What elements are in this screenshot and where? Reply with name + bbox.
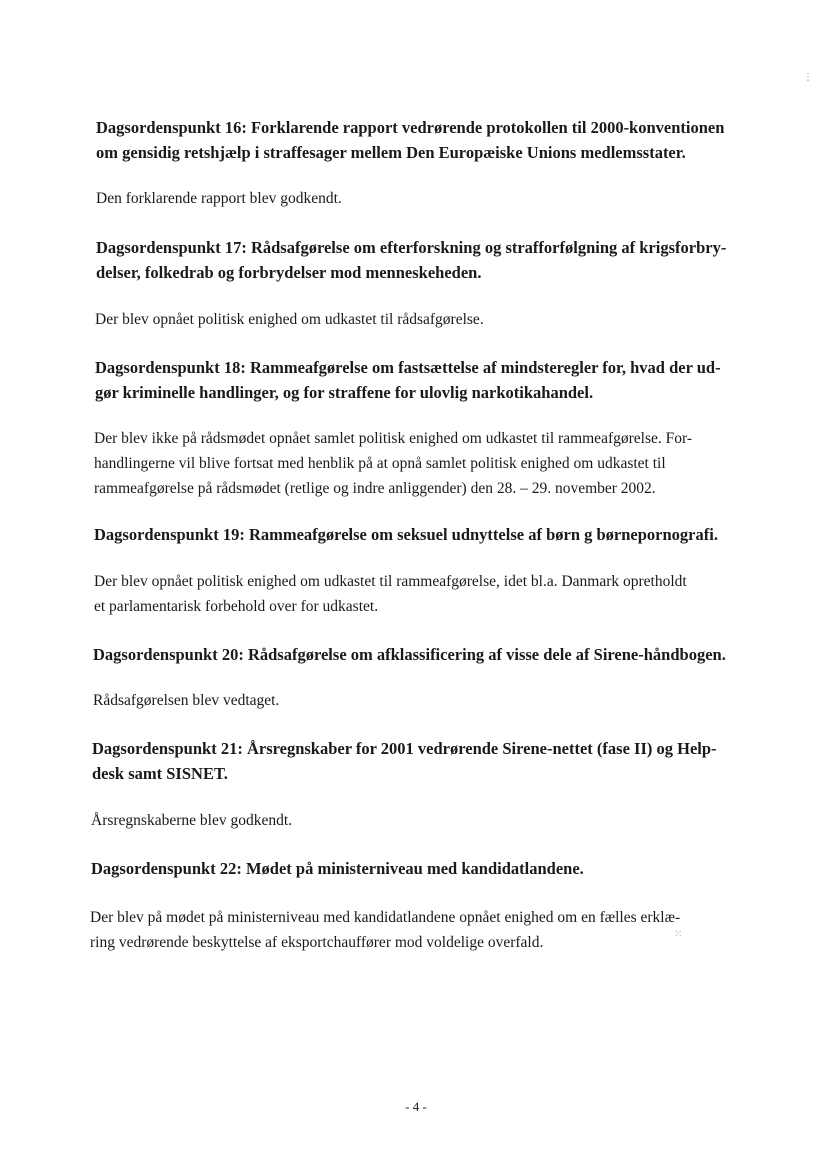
agenda-item-heading: Dagsordenspunkt 22: Mødet på ministerniveau med kandidatlandene. (91, 859, 584, 878)
agenda-item-22 (0, 856, 832, 881)
agenda-item-20 (0, 642, 832, 667)
agenda-item-body: Der blev ikke på rådsmødet opnået samlet politisk enighed om udkastet til rammeafgørelse. For- handlingerne vil blive fortsat med henblik på at opnå samlet politisk enighed om udkastet til rammeafgørelse på rådsmødet (retlige og indre anliggender) den 28. – 29. november 2002. (94, 430, 692, 497)
agenda-item-body: Den forklarende rapport blev godkendt. (96, 190, 342, 207)
agenda-item-16 (0, 115, 832, 165)
agenda-item-heading: Dagsordenspunkt 19: Rammeafgørelse om seksuel udnyttelse af børn g børnepornografi. (94, 525, 718, 544)
agenda-item-body: Rådsafgørelsen blev vedtaget. (93, 692, 280, 709)
agenda-item-18-body (0, 426, 832, 501)
agenda-item-body: Der blev opnået politisk enighed om udkastet til rammeafgørelse, idet bl.a. Danmark opretholdt et parlamentarisk forbehold over for udkastet. (94, 573, 687, 615)
agenda-item-17 (0, 235, 832, 285)
page-number: - 4 - (405, 1099, 427, 1114)
scan-artifact: ⋮ (803, 72, 813, 83)
scan-artifact: ⁙ (674, 929, 683, 940)
agenda-item-16-body (0, 186, 832, 211)
agenda-item-22-body (0, 905, 832, 955)
agenda-item-18 (0, 355, 832, 405)
agenda-item-17-body (0, 307, 832, 332)
agenda-item-20-body (0, 688, 832, 713)
agenda-item-19-body (0, 569, 832, 619)
agenda-item-body: Der blev på mødet på ministerniveau med kandidatlandene opnået enighed om en fælles erklæ- ring vedrørende beskyttelse af eksportchauffører mod voldelige overfald. (90, 909, 681, 951)
agenda-item-21-body (0, 808, 832, 833)
agenda-item-heading: Dagsordenspunkt 18: Rammeafgørelse om fastsættelse af mindsteregler for, hvad der ud- gør kriminelle handlinger, og for straffene for ulovlig narkotikahandel. (95, 358, 721, 402)
agenda-item-body: Der blev opnået politisk enighed om udkastet til rådsafgørelse. (95, 311, 484, 328)
agenda-item-heading: Dagsordenspunkt 16: Forklarende rapport vedrørende protokollen til 2000-konventionen om gensidig retshjælp i straffesager mellem Den Europæiske Unions medlemsstater. (96, 118, 725, 162)
agenda-item-19 (0, 522, 832, 547)
agenda-item-heading: Dagsordenspunkt 17: Rådsafgørelse om efterforskning og strafforfølgning af krigsforbry- delser, folkedrab og forbrydelser mod menneskeheden. (96, 238, 727, 282)
agenda-item-heading: Dagsordenspunkt 20: Rådsafgørelse om afklassificering af visse dele af Sirene-håndbogen. (93, 645, 726, 664)
agenda-item-heading: Dagsordenspunkt 21: Årsregnskaber for 2001 vedrørende Sirene-nettet (fase II) og Help- desk samt SISNET. (92, 739, 717, 783)
agenda-item-21 (0, 736, 832, 786)
agenda-item-body: Årsregnskaberne blev godkendt. (91, 812, 293, 829)
